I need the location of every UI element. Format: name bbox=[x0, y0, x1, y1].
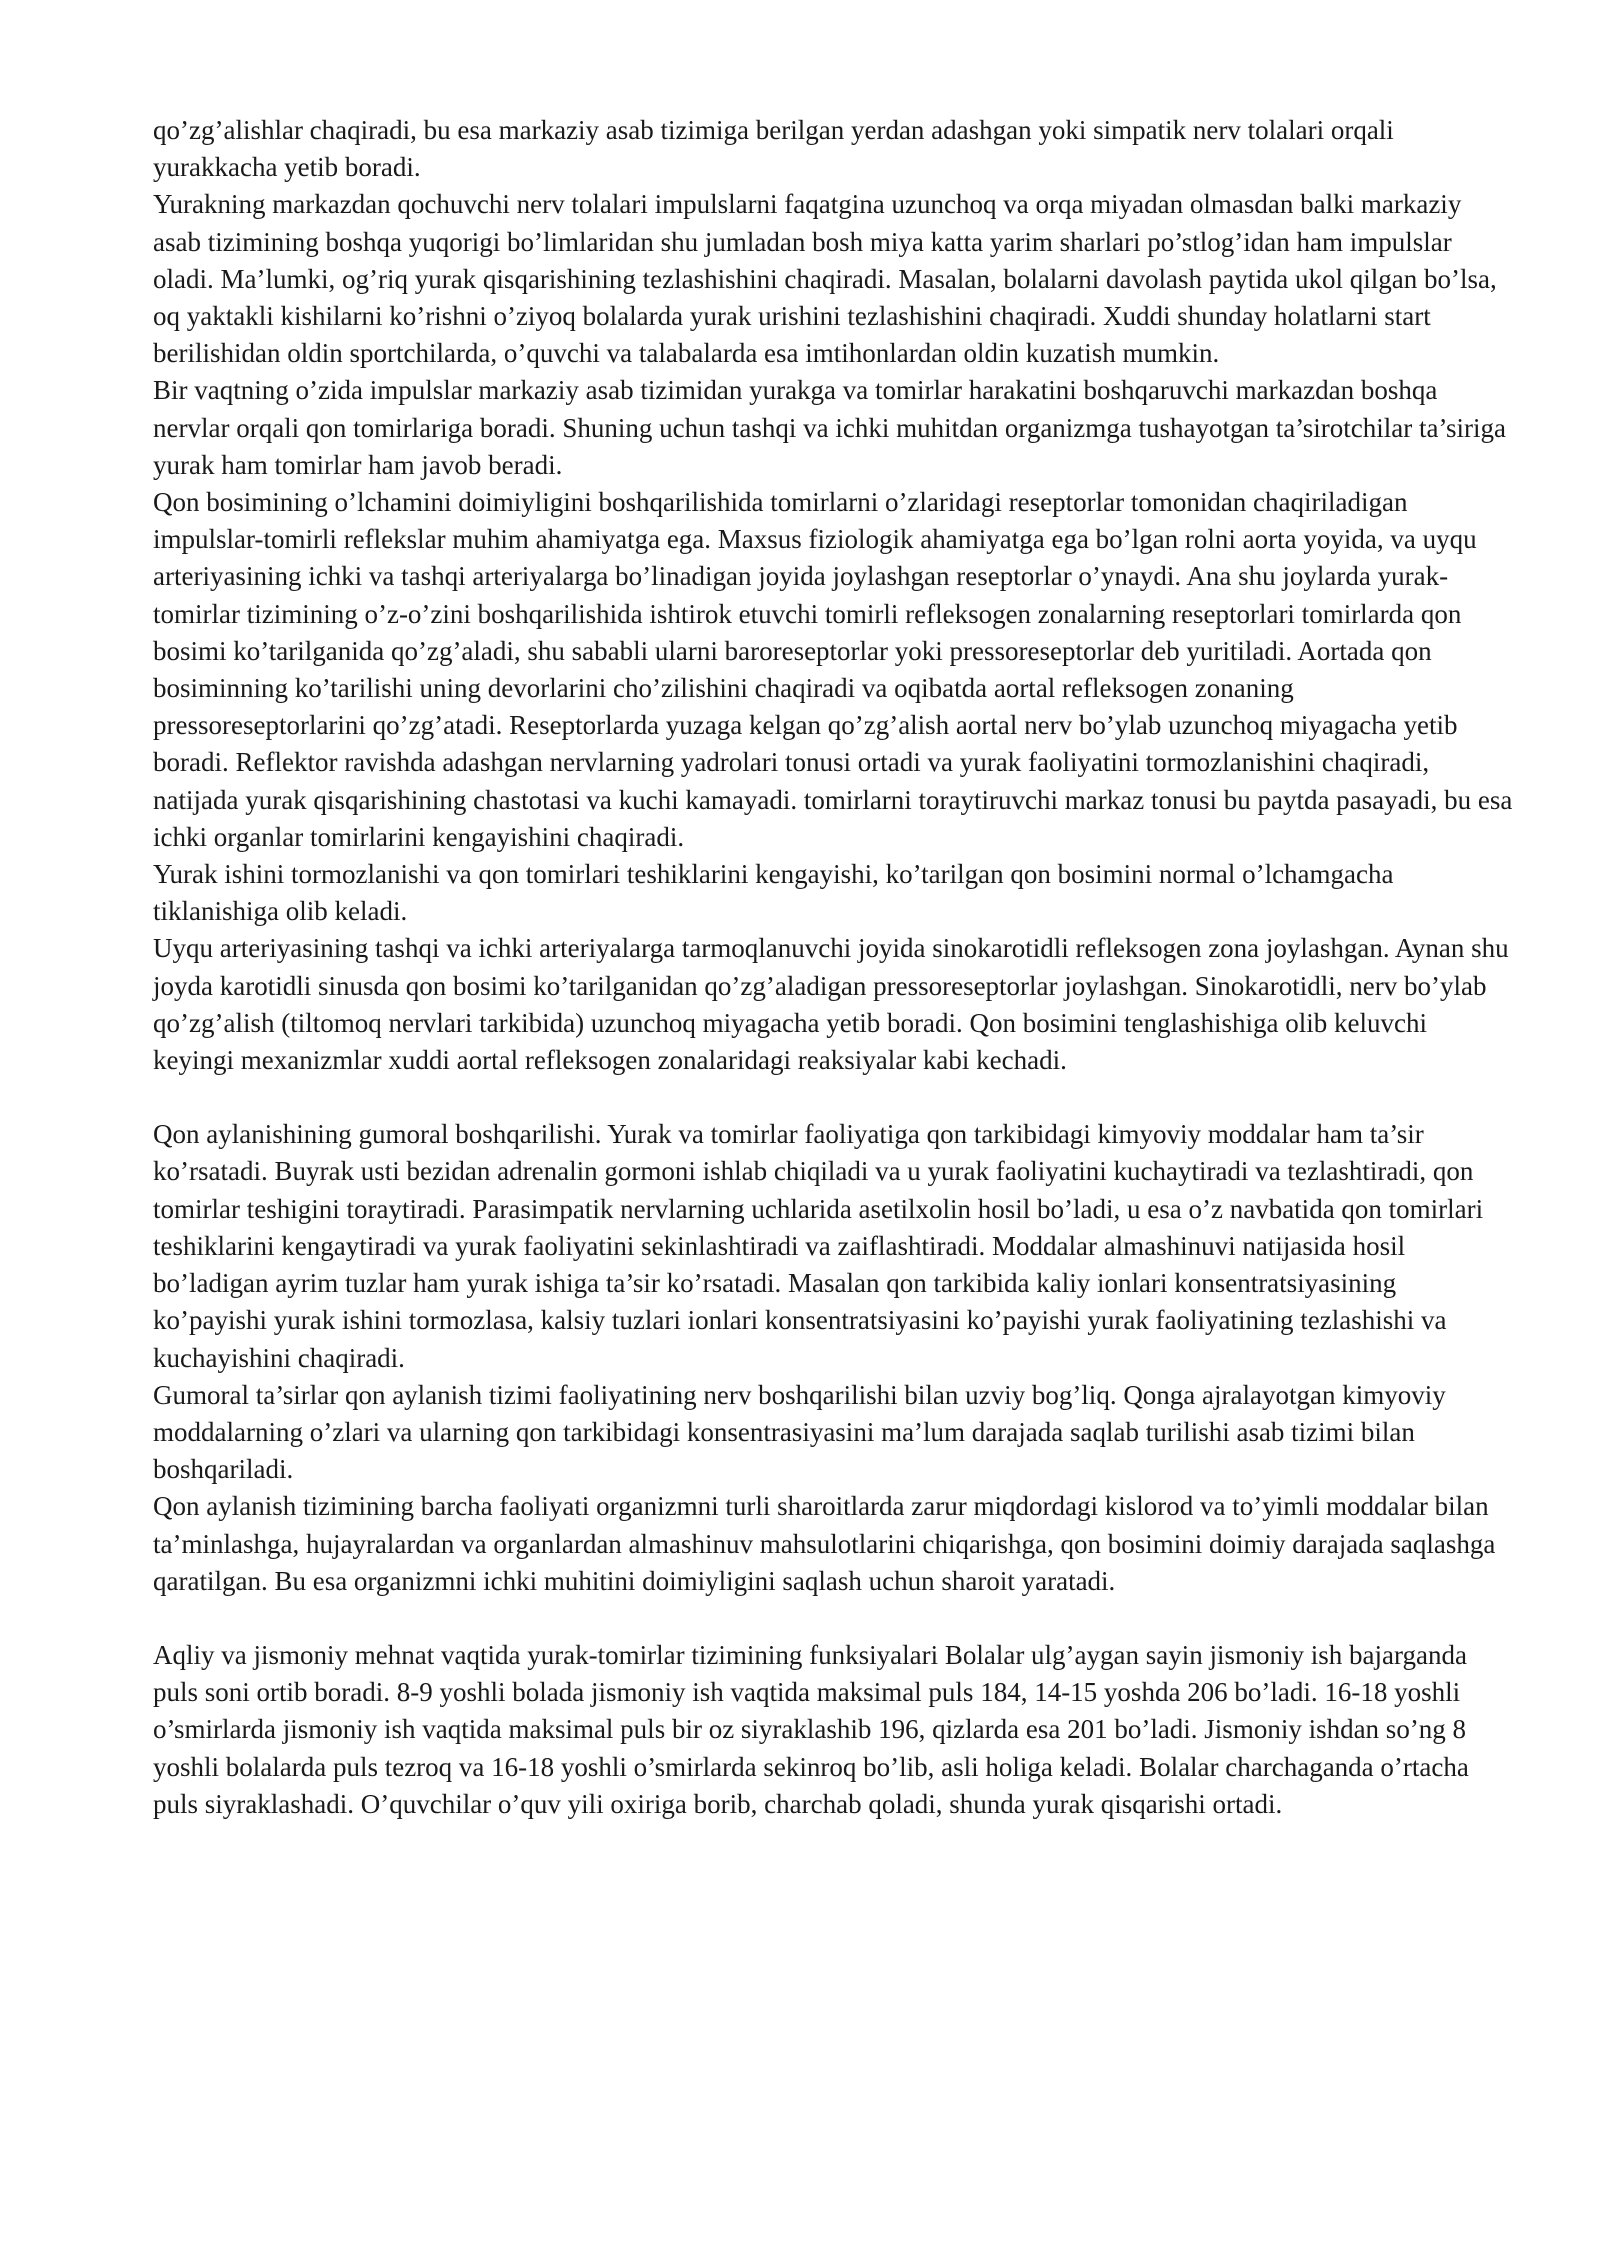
paragraph: Gumoral ta’sirlar qon aylanish tizimi faoliyatining nerv boshqarilishi bilan uzviy bog’liq. Qonga ajralayotgan kimyoviy moddalarning o’zlari va ularning qon tarkibidagi konsentrasiyasini ma’lum darajada saqlab turilishi asab tizimi bilan boshqariladi. bbox=[153, 1379, 1446, 1485]
paragraph: Qon bosimining o’lchamini doimiyligini boshqarilishida tomirlarni o’zlaridagi reseptorlar tomonidan chaqiriladigan impulslar-tomirli reflekslar muhim ahamiyatga ega. Maxsus fiziologik ahamiyatga ega bo’lgan rolni aorta yoyida, va uyqu arteriyasining ichki va tashqi arteriyalarga bo’linadigan joyida joylashgan reseptorlar o’ynaydi. Ana shu joylarda yurak-tomirlar tizimining o’z-o’zini boshqarilishida ishtirok etuvchi tomirli refleksogen zonalarning reseptorlari tomirlarda qon bosimi ko’tarilganida qo’zg’aladi, shu sababli ularni baroreseptorlar yoki pressoreseptorlar deb yuritiladi. Aortada qon bosiminning ko’tarilishi uning devorlarini cho’zilishini chaqiradi va oqibatda aortal refleksogen zonaning pressoreseptorlarini qo’zg’atadi. Reseptorlarda yuzaga kelgan qo’zg’alish aortal nerv bo’ylab uzunchoq miyagacha yetib boradi. Reflektor ravishda adashgan nervlarning yadrolari tonusi ortadi va yurak faoliyatini tormozlanishini chaqiradi, natijada yurak qisqarishining chastotasi va kuchi kamayadi. tomirlarni toraytiruvchi markaz tonusi bu paytda pasayadi, bu esa ichki organlar tomirlarini kengayishini chaqiradi. bbox=[153, 487, 1513, 852]
paragraph: Qon aylanish tizimining barcha faoliyati organizmni turli sharoitlarda zarur miqdordagi kislorod va to’yimli moddalar bilan ta’minlashga, hujayralardan va organlardan almashinuv mahsulotlarini chiqarishga, qon bosimini doimiy darajada saqlashga qaratilgan. Bu esa organizmni ichki muhitini doimiyligini saqlash uchun sharoit yaratadi. bbox=[153, 1491, 1496, 1596]
paragraph: Aqliy va jismoniy mehnat vaqtida yurak-tomirlar tizimining funksiyalari Bolalar ulg’aygan sayin jismoniy ish bajarganda puls soni ortib boradi. 8-9 yoshli bolada jismoniy ish vaqtida maksimal puls 184, 14-15 yoshda 206 bo’ladi. 16-18 yoshli o’smirlarda jismoniy ish vaqtida maksimal puls bir oz siyraklashib 196, qizlarda esa 201 bo’ladi. Jismoniy ishdan so’ng 8 yoshli bolalarda puls tezroq va 16-18 yoshli o’smirlarda sekinroq bo’lib, asli holiga keladi. Bolalar charchaganda o’rtacha puls siyraklashadi. O’quvchilar o’quv yili oxiriga borib, charchab qoladi, shunda yurak qisqarishi ortadi. bbox=[153, 1639, 1469, 1819]
paragraph: Bir vaqtning o’zida impulslar markaziy asab tizimidan yurakga va tomirlar harakatini boshqaruvchi markazdan boshqa nervlar orqali qon tomirlariga boradi. Shuning uchun tashqi va ichki muhitdan organizmga tushayotgan ta’sirotchilar ta’siriga yurak ham tomirlar ham javob beradi. bbox=[153, 375, 1506, 480]
paragraph: Yurak ishini tormozlanishi va qon tomirlari teshiklarini kengayishi, ko’tarilgan qon bosimini normal o’lchamgacha tiklanishiga olib keladi. bbox=[153, 859, 1394, 927]
paragraph: Qon aylanishining gumoral boshqarilishi. Yurak va tomirlar faoliyatiga qon tarkibidagi kimyoviy moddalar ham ta’sir ko’rsatadi. Buyrak usti bezidan adrenalin gormoni ishlab chiqiladi va u yurak faoliyatini kuchaytiradi va tezlashtiradi, qon tomirlar teshigini toraytiradi. Parasimpatik nervlarning uchlarida asetilxolin hosil bo’ladi, u esa o’z navbatida qon tomirlari teshiklarini kengaytiradi va yurak faoliyatini sekinlashtiradi va zaiflashtiradi. Moddalar almashinuvi natijasida hosil bo’ladigan ayrim tuzlar ham yurak ishiga ta’sir ko’rsatadi. Masalan qon tarkibida kaliy ionlari konsentratsiyasining ko’payishi yurak ishini tormozlasa, kalsiy tuzlari ionlari konsentratsiyasini ko’payishi yurak faoliyatining tezlashishi va kuchayishini chaqiradi. bbox=[153, 1119, 1484, 1373]
paragraph-spacer bbox=[153, 1600, 1513, 1637]
paragraph-spacer bbox=[153, 1079, 1513, 1116]
document-page bbox=[153, 112, 1513, 1823]
paragraph: qo’zg’alishlar chaqiradi, bu esa markaziy asab tizimiga berilgan yerdan adashgan yoki simpatik nerv tolalari orqali yurakkacha yetib boradi. bbox=[153, 115, 1394, 183]
paragraph: Yurakning markazdan qochuvchi nerv tolalari impulslarni faqatgina uzunchoq va orqa miyadan olmasdan balki markaziy asab tizimining boshqa yuqorigi bo’limlaridan shu jumladan bosh miya katta yarim sharlari po’stlog’idan ham impulslar oladi. Ma’lumki, og’riq yurak qisqarishining tezlashishini chaqiradi. Masalan, bolalarni davolash paytida ukol qilgan bo’lsa, oq yaktakli kishilarni ko’rishni o’ziyoq bolalarda yurak urishini tezlashishini chaqiradi. Xuddi shunday holatlarni start berilishidan oldin sportchilarda, o’quvchi va talabalarda esa imtihonlardan oldin kuzatish mumkin. bbox=[153, 189, 1497, 369]
paragraph: Uyqu arteriyasining tashqi va ichki arteriyalarga tarmoqlanuvchi joyida sinokarotidli refleksogen zona joylashgan. Aynan shu joyda karotidli sinusda qon bosimi ko’tarilganidan qo’zg’aladigan pressoreseptorlar joylashgan. Sinokarotidli, nerv bo’ylab qo’zg’alish (tiltomoq nervlari tarkibida) uzunchoq miyagacha yetib boradi. Qon bosimini tenglashishiga olib keluvchi keyingi mexanizmlar xuddi aortal refleksogen zonalaridagi reaksiyalar kabi kechadi. bbox=[153, 933, 1509, 1076]
